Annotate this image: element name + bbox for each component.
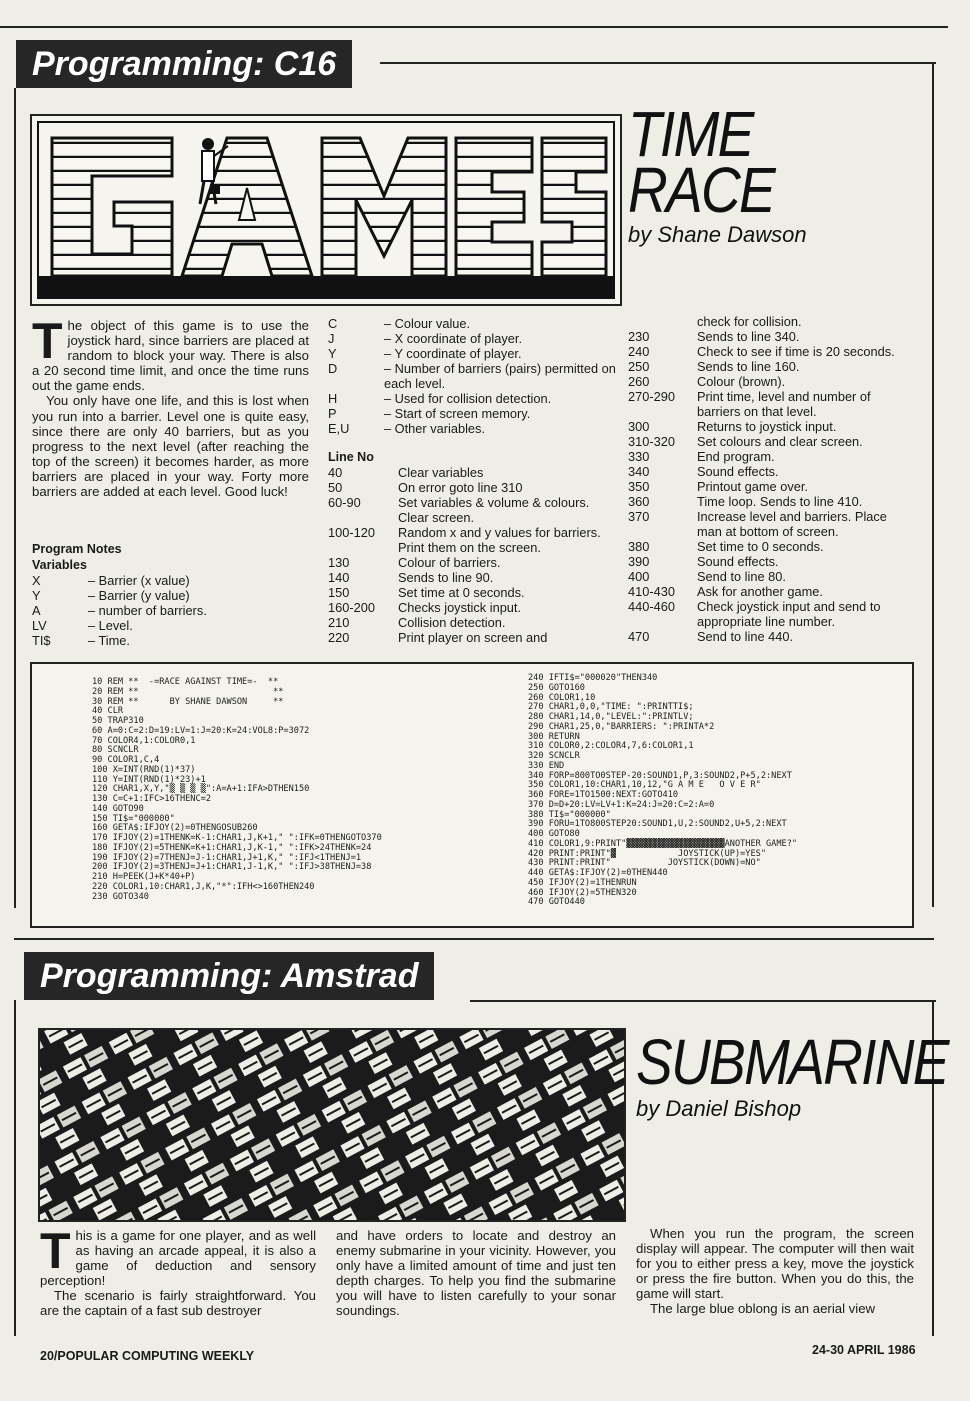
table-row: 260 Colour (brown). (628, 374, 786, 389)
table-row: 300 Returns to joystick input. (628, 419, 837, 434)
table-row: A – number of barriers. (32, 603, 207, 618)
table-row: 440-460 Check joystick input and send to appropriate line number. (628, 599, 881, 629)
table-row: check for collision. (697, 314, 802, 329)
table-row: TI$ – Time. (32, 633, 130, 648)
table-row: 140 Sends to line 90. (328, 570, 494, 585)
running-figures-pattern (40, 1030, 624, 1220)
footer-left: 20/POPULAR COMPUTING WEEKLY (40, 1349, 255, 1363)
article-title-line2: RACE (628, 154, 775, 226)
table-row: 230 Sends to line 340. (628, 329, 800, 344)
table-row: 40 Clear variables (328, 465, 484, 480)
table-row: 410-430 Ask for another game. (628, 584, 823, 599)
amstrad-title: SUBMARINE (636, 1026, 948, 1098)
table-row: 400 Send to line 80. (628, 569, 786, 584)
line-table-2 (628, 314, 912, 644)
article-title-line1: TIME (628, 98, 753, 170)
program-listing (30, 662, 914, 928)
table-row: Y – Barrier (y value) (32, 588, 190, 603)
table-row: 390 Sound effects. (628, 554, 779, 569)
table-row: 270-290 Print time, level and number of barriers on that level. (628, 389, 871, 419)
games-artwork (30, 114, 622, 306)
variables-table-1 (32, 573, 207, 648)
section-banner-c16: Programming: C16 (16, 40, 352, 88)
amstrad-paragraph-1: This is a game for one player, and as well as having an arcade appeal, it is also a game of deduction and sensory perception! (40, 1223, 316, 1289)
table-row: LV – Level. (32, 618, 133, 633)
amstrad-column-3 (636, 1226, 914, 1317)
variables-heading: Variables (32, 558, 87, 572)
amstrad-column-2 (336, 1228, 616, 1319)
table-row: 370 Increase level and barriers. Place man at bottom of screen. (628, 509, 887, 539)
frame-right-c16 (932, 62, 934, 907)
intro-text (32, 313, 309, 500)
frame-bottom-c16 (14, 938, 934, 940)
table-row: 240 Check to see if time is 20 seconds. (628, 344, 895, 359)
top-rule (0, 26, 948, 28)
table-row: Y – Y coordinate of player. (328, 346, 522, 361)
table-row: 360 Time loop. Sends to line 410. (628, 494, 863, 509)
amstrad-paragraph-4: When you run the program, the screen display will appear. The computer will then wait for you to either press a key, move the joystick or press the fire button. When you do this, the game will start. (636, 1226, 914, 1302)
table-row: 330 End program. (628, 449, 775, 464)
table-row: 310-320 Set colours and clear screen. (628, 434, 863, 449)
amstrad-paragraph-3: and have orders to locate and destroy an enemy submarine in your vicinity. However, you only have a limited amount of time and just ten depth charges. To help you find the submarine you will have to listen carefully to your sonar soundings. (336, 1228, 616, 1319)
frame-left-amstrad (14, 1000, 16, 1336)
table-row: 250 Sends to line 160. (628, 359, 800, 374)
table-row: 50 On error goto line 310 (328, 480, 523, 495)
table-row: 150 Set time at 0 seconds. (328, 585, 525, 600)
table-row: C – Colour value. (328, 316, 471, 331)
table-row: 340 Sound effects. (628, 464, 779, 479)
amstrad-byline: by Daniel Bishop (636, 1096, 802, 1121)
table-row: 470 Send to line 440. (628, 629, 794, 644)
table-row: 350 Printout game over. (628, 479, 808, 494)
variables-table-2 (328, 316, 620, 436)
table-row: X – Barrier (x value) (32, 573, 190, 588)
listing-left-column: 10 REM ** -=RACE AGAINST TIME=- ** 20 REM ** ** 30 REM ** BY SHANE DAWSON ** 40 CLR 50 TRAP310 60 A=0:C=2:D=19:LV=1:J=20:K=24:VOL8:P=3072 70 COLOR4,1:COLOR0,1 80 SCNCLR 90 COLOR1,C,4 100 X=INT(RND(1)*37) 110 Y=INT(RND(1)*23)+1 120 CHAR1,X,Y,"▒ ▒ ▒ ▒":A=A+1:IFA>DTHEN150 130 C=C+1:IFC>16THENC=2 140 GOTO90 150 TI$="000000" 160 GETA$:IFJOY(2)=0THENGOSUB260 170 IFJOY(2)=1THENK=K-1:CHAR1,J,K+1," ":IFK=0THENGOTO370 180 IFJOY(2)=5THENK=K+1:CHAR1,J,K-1," ":IFK>24THENK=24 190 IFJOY(2)=7THENJ=J-1:CHAR1,J+1,K," ":IFJ<1THENJ=1 200 IFJOY(2)=3THENJ=J+1:CHAR1,J-1,K," ":IFJ>38THENJ=38 210 H=PEEK(J+K*40+P) 220 COLOR1,10:CHAR1,J,K,"*":IFH<>160THEN240 230 GOTO340 (92, 677, 382, 902)
table-row: 220 Print player on screen and (328, 630, 548, 645)
amstrad-paragraph-5: The large blue oblong is an aerial view (650, 1301, 876, 1317)
dropcap: T (32, 313, 63, 369)
table-row: 380 Set time to 0 seconds. (628, 539, 824, 554)
table-row: J – X coordinate of player. (328, 331, 523, 346)
amstrad-dropcap: T (40, 1223, 71, 1279)
section-banner-amstrad: Programming: Amstrad (24, 952, 434, 1000)
table-row: D – Number of barriers (pairs) permitted on each level. (328, 361, 616, 391)
notes-column-2 (328, 316, 620, 645)
intro-paragraph-2: You only have one life, and this is lost when you run into a barrier. Level one is quite easy, since there are only 40 barriers, but as you progress to the next level (after reaching the top of the screen) it becomes harder, as more barriers are placed in your way. Forty more barriers are added at each level. Good luck! (32, 393, 309, 500)
table-row: 210 Collision detection. (328, 615, 506, 630)
table-row: P – Start of screen memory. (328, 406, 531, 421)
banner-rule-amstrad (470, 1000, 936, 1002)
table-row: E,U – Other variables. (328, 421, 486, 436)
submarine-artwork (38, 1028, 626, 1222)
article-byline: by Shane Dawson (628, 222, 807, 247)
notes-column-3 (628, 314, 912, 644)
amstrad-column-1 (40, 1223, 316, 1319)
amstrad-paragraph-2: The scenario is fairly straightforward. You are the captain of a fast sub destroyer (40, 1288, 316, 1319)
banner-rule-c16 (380, 62, 936, 64)
games-lettering-svg (32, 116, 620, 304)
table-row: 100-120 Random x and y values for barriers. Print them on the screen. (328, 525, 601, 555)
table-row: 60-90 Set variables & volume & colours. Clear screen. (328, 495, 590, 525)
program-notes-heading: Program Notes (32, 542, 122, 556)
intro-paragraph-1: The object of this game is to use the joystick hard, since barriers are placed at random to block your way. There is also a 20 second time limit, and once the time runs out the game ends. (32, 313, 309, 394)
line-no-heading: Line No (328, 450, 374, 464)
listing-right-column: 240 IFTI$="000020"THEN340 250 GOTO160 260 COLOR1,10 270 CHAR1,0,0,"TIME: ":PRINTTI$; 280 CHAR1,14,0,"LEVEL:":PRINTLV; 290 CHAR1,25,0,"BARRIERS: ":PRINTA*2 300 RETURN 310 COLOR0,2:COLOR4,7,6:COLOR1,1 320 SCNCLR 330 END 340 FORP=800TO0STEP-20:SOUND1,P,3:SOUND2,P+5,2:NEXT 350 COLOR1,10:CHAR1,10,12,"G A M E O V E R" 360 FORE=1TO1500:NEXT:GOTO410 370 D=D+20:LV=LV+1:K=24:J=20:C=2:A=0 380 TI$="000000" 390 FORU=1TO800STEP20:SOUND1,U,2:SOUND2,U+5,2:NEXT 400 GOTO80 410 COLOR1,9:PRINT"▓▓▓▓▓▓▓▓▓▓▓▓▓▓▓▓▓▓▓ANOTHER GAME?" 420 PRINT:PRINT"▓ JOYSTICK(UP)=YES" 430 PRINT:PRINT" JOYSTICK(DOWN)=NO" 440 GETA$:IFJOY(2)=0THEN440 450 IFJOY(2)=1THENRUN 460 IFJOY(2)=5THEN320 470 GOTO440 (528, 673, 798, 908)
frame-left-c16 (14, 88, 16, 908)
line-table-1 (328, 465, 620, 645)
table-row: 160-200 Checks joystick input. (328, 600, 522, 615)
table-row: 130 Colour of barriers. (328, 555, 501, 570)
footer-right: 24-30 APRIL 1986 (812, 1343, 916, 1357)
table-row: H – Used for collision detection. (328, 391, 552, 406)
program-notes (32, 542, 312, 648)
